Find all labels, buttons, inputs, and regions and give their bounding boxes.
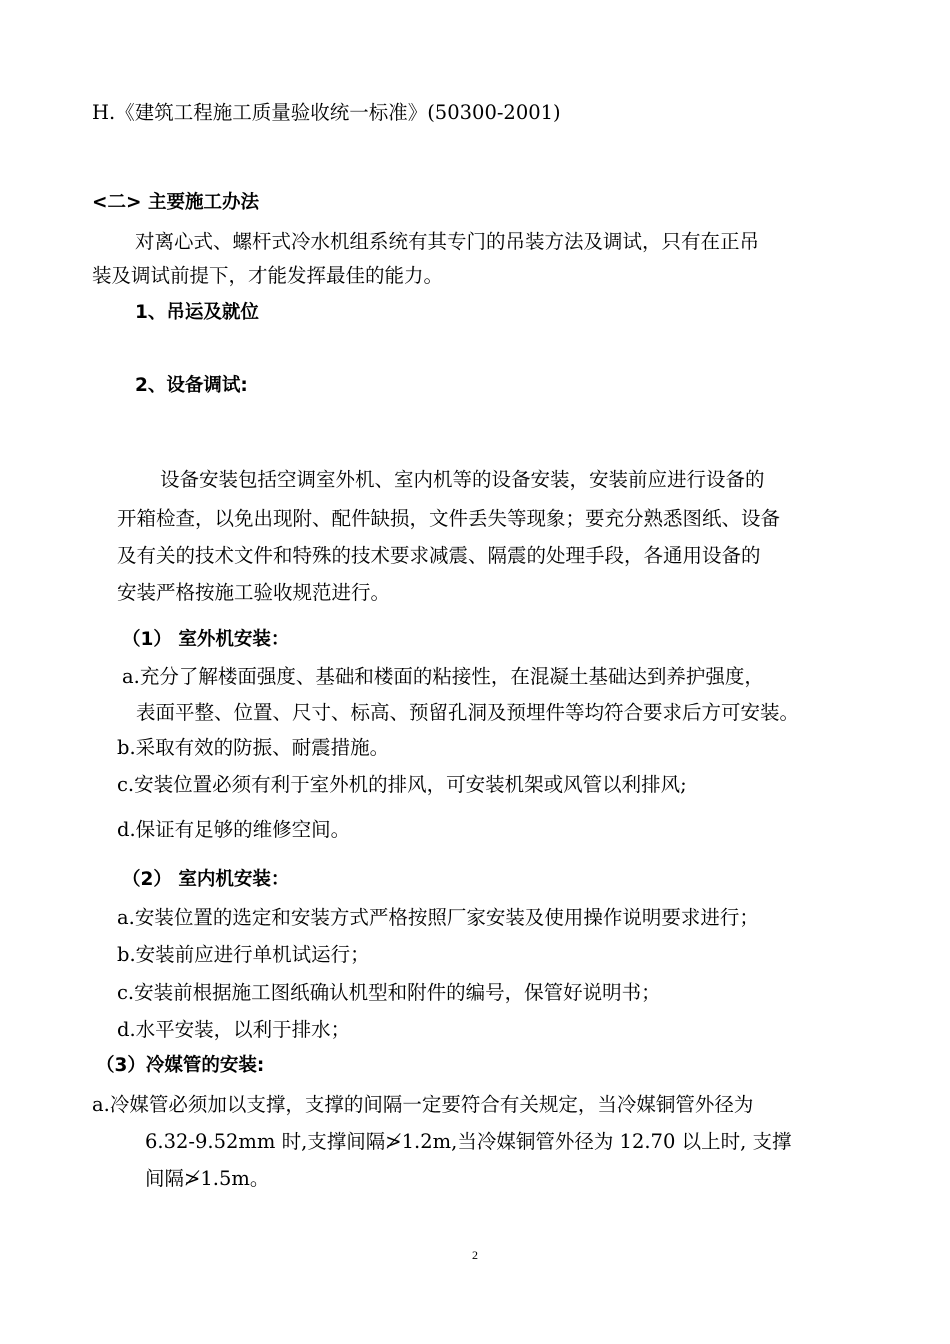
refrigerant-item-a-line-1: a.冷媒管必须加以支撑，支撑的间隔一定要符合有关规定，当冷媒铜管外径为 <box>92 1093 754 1116</box>
refrigerant-item-a-line-3: 间隔≯1.5m。 <box>145 1167 270 1190</box>
install-line-1: 设备安装包括空调室外机、室内机等的设备安装，安装前应进行设备的 <box>160 468 765 491</box>
indoor-item-a: a.安装位置的选定和安装方式严格按照厂家安装及使用操作说明要求进行； <box>117 906 759 929</box>
intro-line-2: 装及调试前提下，才能发挥最佳的能力。 <box>92 264 444 287</box>
indoor-item-c: c.安装前根据施工图纸确认机型和附件的编号，保管好说明书； <box>117 981 661 1004</box>
install-line-4: 安装严格按施工验收规范进行。 <box>117 581 391 604</box>
outdoor-unit-heading: （1） 室外机安装： <box>122 629 290 650</box>
indoor-item-d: d.水平安装，以利于排水； <box>117 1018 351 1041</box>
section-heading-main-methods: <二> 主要施工办法 <box>92 192 259 213</box>
outdoor-item-d: d.保证有足够的维修空间。 <box>117 818 351 841</box>
install-line-3: 及有关的技术文件和特殊的技术要求减震、隔震的处理手段，各通用设备的 <box>117 544 761 567</box>
item-commissioning: 2、设备调试: <box>135 375 248 396</box>
indoor-unit-heading: （2） 室内机安装： <box>122 869 290 890</box>
standard-reference: H.《建筑工程施工质量验收统一标准》(50300-2001) <box>92 101 561 124</box>
page-number: 2 <box>472 1248 478 1262</box>
outdoor-item-a-line-2: 表面平整、位置、尺寸、标高、预留孔洞及预埋件等均符合要求后方可安装。 <box>136 701 800 724</box>
indoor-item-b: b.安装前应进行单机试运行； <box>117 943 370 966</box>
outdoor-item-c: c.安装位置必须有利于室外机的排风，可安装机架或风管以利排风; <box>117 773 687 796</box>
refrigerant-pipe-heading: （3）冷媒管的安装: <box>96 1055 265 1076</box>
item-hoisting: 1、吊运及就位 <box>135 302 259 323</box>
refrigerant-item-a-line-2: 6.32-9.52mm 时,支撑间隔≯1.2m,当冷媒铜管外径为 12.70 以上时, 支撑 <box>145 1130 792 1153</box>
install-line-2: 开箱检查，以免出现附、配件缺损，文件丢失等现象；要充分熟悉图纸、设备 <box>117 507 781 530</box>
outdoor-item-a-line-1: a.充分了解楼面强度、基础和楼面的粘接性，在混凝土基础达到养护强度， <box>122 665 764 688</box>
intro-line-1: 对离心式、螺杆式冷水机组系统有其专门的吊装方法及调试，只有在正吊 <box>135 230 760 253</box>
outdoor-item-b: b.采取有效的防振、耐震措施。 <box>117 736 390 759</box>
